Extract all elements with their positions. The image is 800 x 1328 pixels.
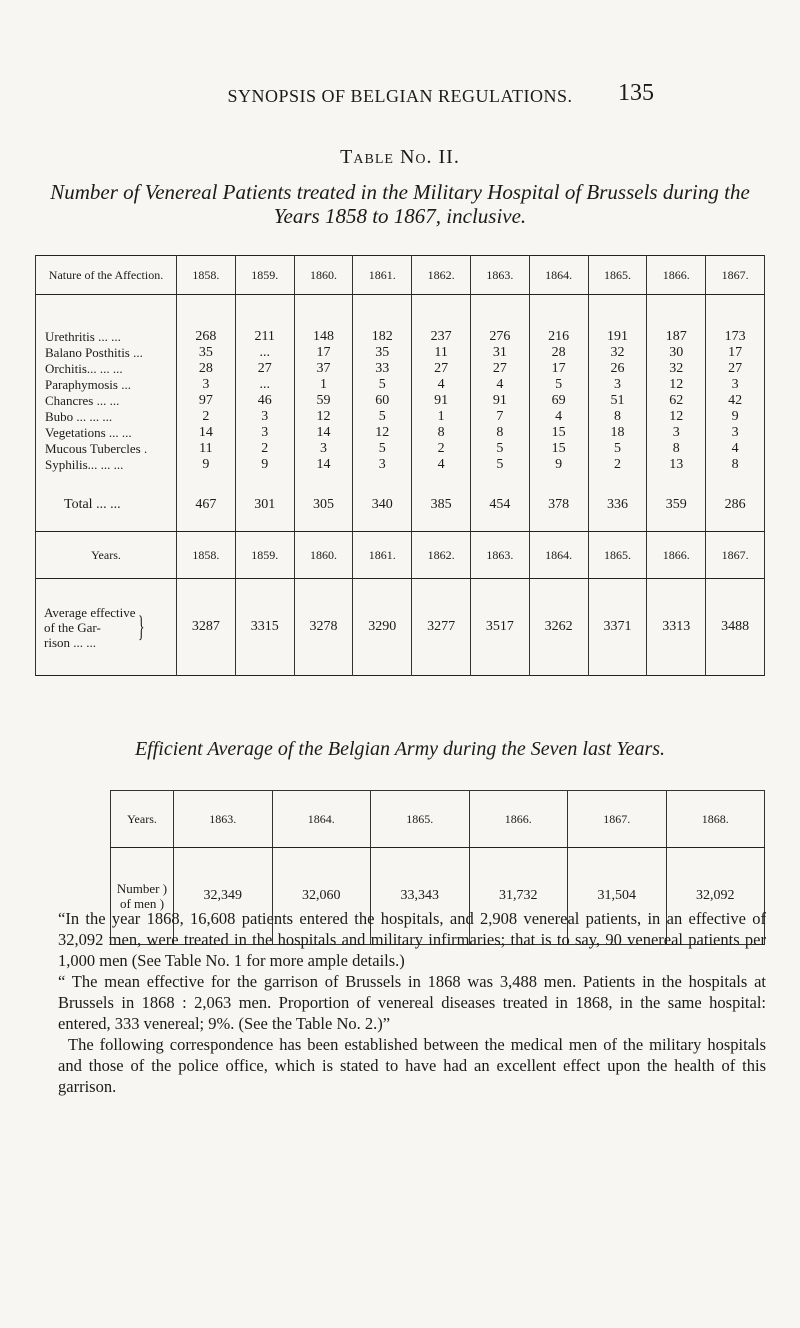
t3-year: 1864.: [272, 791, 371, 848]
cell-value: 1: [437, 409, 445, 424]
year-header: 1864.: [529, 256, 588, 295]
total-value: 385: [412, 479, 471, 532]
t3-year: 1865.: [371, 791, 470, 848]
cell-value: 30: [669, 345, 684, 360]
cell-value: 11: [434, 345, 448, 360]
affection-label: Syphilis... ... ...: [45, 457, 124, 472]
year-column-values: [647, 295, 706, 480]
table-title: Table No. II.: [340, 146, 460, 168]
t3-number: 31,504: [568, 848, 667, 945]
average-value: 3287: [177, 579, 236, 676]
year-column-values: [177, 295, 236, 480]
year-column-values: [412, 295, 471, 480]
cell-value: 9: [555, 457, 563, 472]
cell-value: 97: [198, 393, 213, 408]
cell-value: 8: [613, 409, 621, 424]
cell-value: 5: [613, 441, 621, 456]
cell-value: 12: [669, 377, 684, 392]
cell-value: 3: [261, 425, 269, 440]
total-value: 340: [353, 479, 412, 532]
cell-value: 211: [254, 329, 275, 344]
t3-year: 1866.: [469, 791, 568, 848]
cell-value: 187: [665, 329, 687, 344]
table-caption: Number of Venereal Patients treated in the Military Hospital of Brussels during the Years 1858 to 1867, inclusive.: [50, 180, 750, 228]
cell-value: 4: [437, 457, 445, 472]
cell-value: 60: [375, 393, 390, 408]
cell-value: 15: [551, 425, 566, 440]
t3-year: 1867.: [568, 791, 667, 848]
cell-value: 182: [371, 329, 393, 344]
cell-value: 3: [731, 425, 739, 440]
cell-value: 91: [434, 393, 449, 408]
page-number: 135: [618, 80, 654, 106]
cell-value: 5: [378, 377, 386, 392]
cell-value: 2: [261, 441, 269, 456]
cell-value: 8: [496, 425, 504, 440]
cell-value: 2: [202, 409, 210, 424]
cell-value: 35: [375, 345, 390, 360]
cell-value: 59: [316, 393, 331, 408]
t3-number: 33,343: [371, 848, 470, 945]
cell-value: 32: [669, 361, 684, 376]
year-label: 1862.: [412, 532, 471, 579]
cell-value: 27: [434, 361, 449, 376]
total-value: 467: [177, 479, 236, 532]
cell-value: 4: [555, 409, 563, 424]
cell-value: 3: [261, 409, 269, 424]
cell-value: 5: [496, 457, 504, 472]
cell-value: 2: [437, 441, 445, 456]
year-column-values: [235, 295, 294, 480]
cell-value: 5: [496, 441, 504, 456]
paragraph: “In the year 1868, 16,608 patients entered the hospitals, and 2,908 venereal patients, in an effective of 32,092 men, were treated in the hospitals and military infirmaries; that is to say, 90 venereal patients per 1,000 men (See Table No. 1 for more ample details.): [58, 909, 766, 970]
total-value: 454: [470, 479, 529, 532]
average-label-line: Average effective: [44, 604, 136, 620]
total-value: 305: [294, 479, 353, 532]
cell-value: 237: [430, 329, 452, 344]
year-label: 1858.: [177, 532, 236, 579]
cell-value: 2: [613, 457, 621, 472]
t3-number: 32,349: [174, 848, 273, 945]
cell-value: 8: [437, 425, 445, 440]
cell-value: 12: [375, 425, 390, 440]
cell-value: 27: [728, 361, 743, 376]
t3-number: 32,092: [666, 848, 765, 945]
cell-value: 17: [551, 361, 566, 376]
year-label: 1864.: [529, 532, 588, 579]
affection-label: Urethritis ... ...: [45, 329, 121, 344]
year-column-values: [470, 295, 529, 480]
year-column-values: [529, 295, 588, 480]
affection-label: Balano Posthitis ...: [45, 345, 143, 360]
year-column-values: [294, 295, 353, 480]
cell-value: 17: [728, 345, 743, 360]
average-value: 3290: [353, 579, 412, 676]
average-value: 3278: [294, 579, 353, 676]
cell-value: 46: [257, 393, 272, 408]
average-label: [36, 579, 177, 676]
affection-labels: [36, 295, 177, 480]
cell-value: 9: [202, 457, 210, 472]
cell-value: 14: [316, 457, 331, 472]
affection-label: Paraphymosis ...: [45, 377, 131, 392]
average-label-line: rison ... ...: [44, 634, 96, 650]
efficient-average-caption: Efficient Average of the Belgian Army during the Seven last Years.: [134, 738, 666, 760]
year-column-values: [353, 295, 412, 480]
total-value: 336: [588, 479, 647, 532]
cell-value: ...: [259, 377, 270, 392]
cell-value: 1: [319, 377, 327, 392]
cell-value: 31: [492, 345, 507, 360]
cell-value: 3: [672, 425, 680, 440]
year-label: 1859.: [235, 532, 294, 579]
cell-value: 191: [606, 329, 628, 344]
cell-value: 28: [551, 345, 566, 360]
year-header: 1862.: [412, 256, 471, 295]
cell-value: 37: [316, 361, 331, 376]
cell-value: ...: [259, 345, 270, 360]
cell-value: 35: [198, 345, 213, 360]
cell-value: 9: [731, 409, 739, 424]
cell-value: 33: [375, 361, 390, 376]
cell-value: 32: [610, 345, 625, 360]
average-value: 3315: [235, 579, 294, 676]
cell-value: 12: [316, 409, 331, 424]
average-value: 3488: [706, 579, 765, 676]
paragraph: “ The mean effective for the garrison of Brussels in 1868 was 3,488 men. Patients in the hospitals at Brussels in 1868 : 2,063 men. Proportion of venereal diseases treated in 1868, in the same hospital: entered, 333 venereal; 9%. (See the Table No. 2.)”: [58, 972, 766, 1033]
average-value: 3262: [529, 579, 588, 676]
year-label: 1861.: [353, 532, 412, 579]
year-column-values: [706, 295, 765, 480]
total-label: Total ... ...: [36, 479, 177, 532]
cell-value: 12: [669, 409, 684, 424]
brace: }: [137, 610, 144, 643]
year-header: 1865.: [588, 256, 647, 295]
total-value: 359: [647, 479, 706, 532]
year-label: 1867.: [706, 532, 765, 579]
cell-value: 91: [492, 393, 507, 408]
t3-number: 32,060: [272, 848, 371, 945]
average-label-line: of the Gar-: [44, 619, 101, 635]
cell-value: 69: [551, 393, 566, 408]
year-column-values: [588, 295, 647, 480]
t3-year: 1863.: [174, 791, 273, 848]
cell-value: 148: [312, 329, 334, 344]
cell-value: 276: [489, 329, 511, 344]
t3-years-label: Years.: [111, 791, 174, 848]
t3-number: 31,732: [469, 848, 568, 945]
cell-value: 27: [492, 361, 507, 376]
cell-value: 173: [724, 329, 746, 344]
cell-value: 62: [669, 393, 684, 408]
year-header: 1861.: [353, 256, 412, 295]
year-header: 1867.: [706, 256, 765, 295]
average-value: 3371: [588, 579, 647, 676]
cell-value: 28: [198, 361, 213, 376]
cell-value: 216: [548, 329, 570, 344]
number-label-line: of men: [119, 896, 157, 911]
year-header: 1866.: [647, 256, 706, 295]
average-value: 3277: [412, 579, 471, 676]
cell-value: 51: [610, 393, 625, 408]
paragraph: The following correspondence has been established between the medical men of the military hospitals and those of the police office, which is stated to have had an excellent effect upon the health of this garrison.: [58, 1035, 766, 1096]
total-value: 286: [706, 479, 765, 532]
cell-value: 8: [672, 441, 680, 456]
affection-label: Mucous Tubercles .: [45, 441, 148, 456]
body-text: [58, 908, 766, 1097]
cell-value: 11: [199, 441, 213, 456]
cell-value: 8: [731, 457, 739, 472]
t3-year: 1868.: [666, 791, 765, 848]
cell-value: 18: [610, 425, 625, 440]
total-value: 378: [529, 479, 588, 532]
year-header: 1863.: [470, 256, 529, 295]
cell-value: 7: [496, 409, 504, 424]
affection-label: Chancres ... ...: [45, 393, 120, 408]
cell-value: 9: [261, 457, 269, 472]
affection-label: Vegetations ... ...: [45, 425, 132, 440]
year-label: 1863.: [470, 532, 529, 579]
year-label: 1866.: [647, 532, 706, 579]
cell-value: 4: [437, 377, 445, 392]
cell-value: 3: [319, 441, 327, 456]
cell-value: 15: [551, 441, 566, 456]
cell-value: 3: [731, 377, 739, 392]
running-head: SYNOPSIS OF BELGIAN REGULATIONS.: [227, 86, 573, 106]
cell-value: 4: [496, 377, 504, 392]
total-value: 301: [235, 479, 294, 532]
cell-value: 26: [610, 361, 625, 376]
number-label-line: Number: [116, 881, 160, 896]
average-value: 3313: [647, 579, 706, 676]
average-value: 3517: [470, 579, 529, 676]
cell-value: 13: [669, 457, 684, 472]
year-header: 1858.: [177, 256, 236, 295]
cell-value: 14: [198, 425, 213, 440]
cell-value: 5: [555, 377, 563, 392]
years-label: Years.: [36, 532, 177, 579]
cell-value: 268: [195, 329, 217, 344]
cell-value: 3: [202, 377, 210, 392]
affection-label: Orchitis... ... ...: [45, 361, 123, 376]
year-header: 1859.: [235, 256, 294, 295]
venereal-patients-table: [35, 255, 765, 676]
cell-value: 27: [257, 361, 272, 376]
affection-label: Bubo ... ... ...: [45, 409, 113, 424]
cell-value: 3: [378, 457, 386, 472]
cell-value: 4: [731, 441, 739, 456]
year-label: 1865.: [588, 532, 647, 579]
cell-value: 17: [316, 345, 331, 360]
cell-value: 5: [378, 409, 386, 424]
cell-value: 14: [316, 425, 331, 440]
cell-value: 42: [728, 393, 743, 408]
number-of-men-label: Number ) of men ): [111, 848, 174, 945]
year-label: 1860.: [294, 532, 353, 579]
cell-value: 3: [613, 377, 621, 392]
cell-value: 5: [378, 441, 386, 456]
affection-header: Nature of the Affection.: [36, 256, 177, 295]
year-header: 1860.: [294, 256, 353, 295]
